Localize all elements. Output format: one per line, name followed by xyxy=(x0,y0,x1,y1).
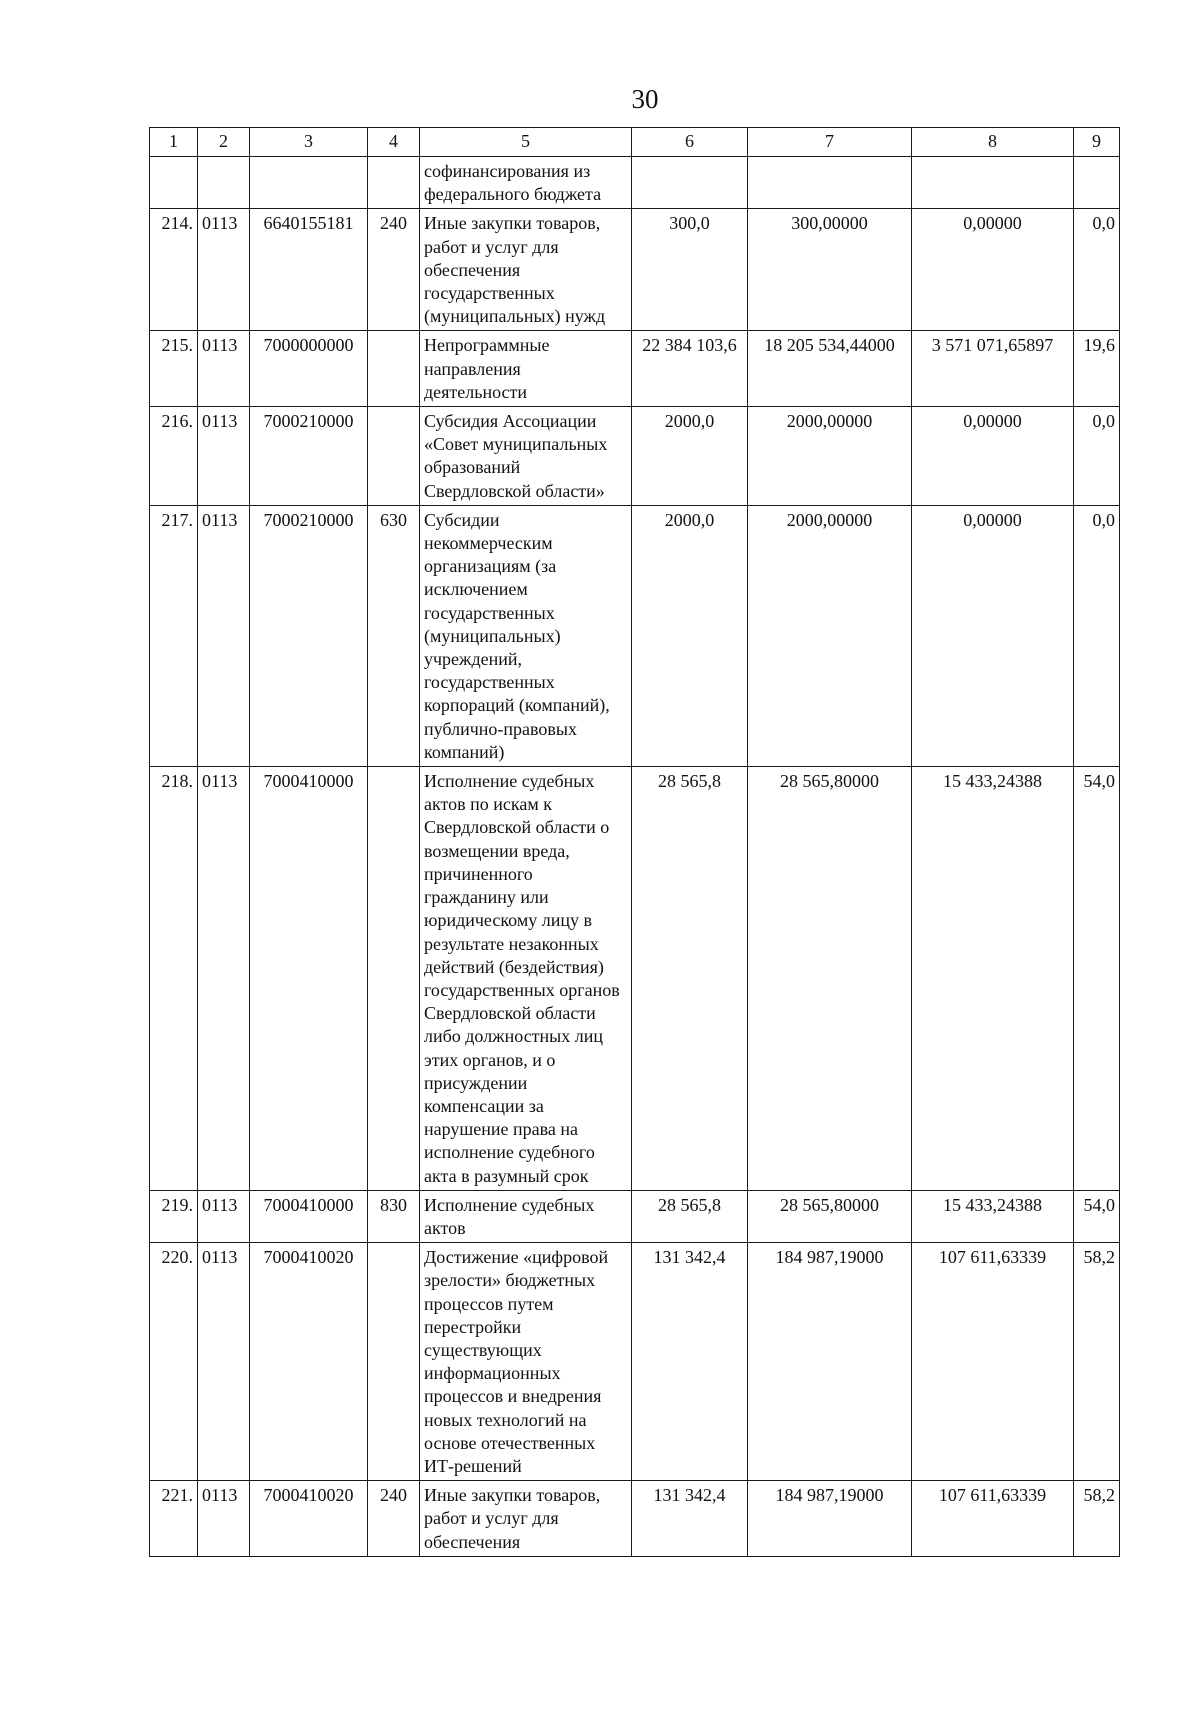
specified-amount: 18 205 534,44000 xyxy=(748,331,912,407)
execution-percent: 0,0 xyxy=(1074,505,1120,766)
execution-percent: 58,2 xyxy=(1074,1243,1120,1481)
execution-percent: 58,2 xyxy=(1074,1481,1120,1557)
target-article-code: 7000410000 xyxy=(250,767,368,1191)
item-name: Непрограммные направления деятельности xyxy=(420,331,632,407)
item-name: Иные закупки товаров, работ и услуг для обеспечения государственных (муниципальных) нужд xyxy=(420,209,632,331)
execution-percent: 0,0 xyxy=(1074,209,1120,331)
expense-type-code: 830 xyxy=(368,1190,420,1242)
executed-amount: 0,00000 xyxy=(912,505,1074,766)
column-header: 5 xyxy=(420,128,632,157)
column-header: 4 xyxy=(368,128,420,157)
expense-type-code xyxy=(368,331,420,407)
expense-type-code xyxy=(368,157,420,209)
executed-amount: 0,00000 xyxy=(912,407,1074,506)
expense-type-code: 240 xyxy=(368,1481,420,1557)
planned-amount: 28 565,8 xyxy=(632,767,748,1191)
execution-percent: 19,6 xyxy=(1074,331,1120,407)
expense-type-code xyxy=(368,1243,420,1481)
row-number: 221. xyxy=(150,1481,198,1557)
table-row xyxy=(150,767,1120,1191)
table-row xyxy=(150,1481,1120,1557)
column-header: 8 xyxy=(912,128,1074,157)
target-article-code: 7000410020 xyxy=(250,1481,368,1557)
section-code: 0113 xyxy=(198,1190,250,1242)
target-article-code xyxy=(250,157,368,209)
item-name: Исполнение судебных актов xyxy=(420,1190,632,1242)
planned-amount: 131 342,4 xyxy=(632,1481,748,1557)
item-name: Достижение «цифровой зрелости» бюджетных процессов путем перестройки существующих информационных процессов и внедрения новых технологий на основе отечественных ИТ-решений xyxy=(420,1243,632,1481)
executed-amount xyxy=(912,157,1074,209)
row-number: 217. xyxy=(150,505,198,766)
planned-amount: 22 384 103,6 xyxy=(632,331,748,407)
item-name: софинансирования из федерального бюджета xyxy=(420,157,632,209)
row-number: 214. xyxy=(150,209,198,331)
row-number: 215. xyxy=(150,331,198,407)
table-row xyxy=(150,157,1120,209)
table-row xyxy=(150,1190,1120,1242)
item-name: Иные закупки товаров, работ и услуг для обеспечения xyxy=(420,1481,632,1557)
table-row xyxy=(150,1243,1120,1481)
expense-type-code xyxy=(368,407,420,506)
executed-amount: 15 433,24388 xyxy=(912,1190,1074,1242)
column-header: 2 xyxy=(198,128,250,157)
table-row xyxy=(150,331,1120,407)
header-row xyxy=(150,128,1120,157)
specified-amount: 300,00000 xyxy=(748,209,912,331)
row-number: 218. xyxy=(150,767,198,1191)
execution-percent: 54,0 xyxy=(1074,767,1120,1191)
planned-amount xyxy=(632,157,748,209)
specified-amount: 2000,00000 xyxy=(748,505,912,766)
section-code xyxy=(198,157,250,209)
page-number: 30 xyxy=(631,84,659,114)
expense-type-code: 630 xyxy=(368,505,420,766)
target-article-code: 7000000000 xyxy=(250,331,368,407)
row-number: 219. xyxy=(150,1190,198,1242)
executed-amount: 107 611,63339 xyxy=(912,1243,1074,1481)
column-header: 1 xyxy=(150,128,198,157)
target-article-code: 7000410000 xyxy=(250,1190,368,1242)
section-code: 0113 xyxy=(198,331,250,407)
executed-amount: 15 433,24388 xyxy=(912,767,1074,1191)
execution-percent: 54,0 xyxy=(1074,1190,1120,1242)
section-code: 0113 xyxy=(198,209,250,331)
section-code: 0113 xyxy=(198,1243,250,1481)
table-row xyxy=(150,505,1120,766)
execution-percent: 0,0 xyxy=(1074,407,1120,506)
executed-amount: 3 571 071,65897 xyxy=(912,331,1074,407)
item-name: Субсидия Ассоциации «Совет муниципальных образований Свердловской области» xyxy=(420,407,632,506)
item-name: Исполнение судебных актов по искам к Свердловской области о возмещении вреда, причиненного гражданину или юридическому лицу в результате незаконных действий (бездействия) государственных органов Свердловской области либо должностных лиц этих органов, и о присуждении компенсации за нарушение права на исполнение судебного акта в разумный срок xyxy=(420,767,632,1191)
planned-amount: 2000,0 xyxy=(632,505,748,766)
planned-amount: 2000,0 xyxy=(632,407,748,506)
target-article-code: 7000210000 xyxy=(250,505,368,766)
specified-amount: 2000,00000 xyxy=(748,407,912,506)
target-article-code: 7000410020 xyxy=(250,1243,368,1481)
table-row xyxy=(150,209,1120,331)
table-row xyxy=(150,407,1120,506)
column-header: 6 xyxy=(632,128,748,157)
specified-amount: 184 987,19000 xyxy=(748,1481,912,1557)
specified-amount: 184 987,19000 xyxy=(748,1243,912,1481)
row-number: 220. xyxy=(150,1243,198,1481)
target-article-code: 7000210000 xyxy=(250,407,368,506)
target-article-code: 6640155181 xyxy=(250,209,368,331)
column-header: 3 xyxy=(250,128,368,157)
specified-amount: 28 565,80000 xyxy=(748,767,912,1191)
section-code: 0113 xyxy=(198,767,250,1191)
specified-amount xyxy=(748,157,912,209)
row-number: 216. xyxy=(150,407,198,506)
section-code: 0113 xyxy=(198,407,250,506)
budget-table xyxy=(149,127,1120,1557)
section-code: 0113 xyxy=(198,1481,250,1557)
planned-amount: 300,0 xyxy=(632,209,748,331)
expense-type-code xyxy=(368,767,420,1191)
executed-amount: 0,00000 xyxy=(912,209,1074,331)
item-name: Субсидии некоммерческим организациям (за исключением государственных (муниципальных) учреждений, государственных корпораций (компаний), публично-правовых компаний) xyxy=(420,505,632,766)
column-header: 7 xyxy=(748,128,912,157)
row-number xyxy=(150,157,198,209)
planned-amount: 28 565,8 xyxy=(632,1190,748,1242)
execution-percent xyxy=(1074,157,1120,209)
expense-type-code: 240 xyxy=(368,209,420,331)
executed-amount: 107 611,63339 xyxy=(912,1481,1074,1557)
column-header: 9 xyxy=(1074,128,1120,157)
section-code: 0113 xyxy=(198,505,250,766)
planned-amount: 131 342,4 xyxy=(632,1243,748,1481)
specified-amount: 28 565,80000 xyxy=(748,1190,912,1242)
